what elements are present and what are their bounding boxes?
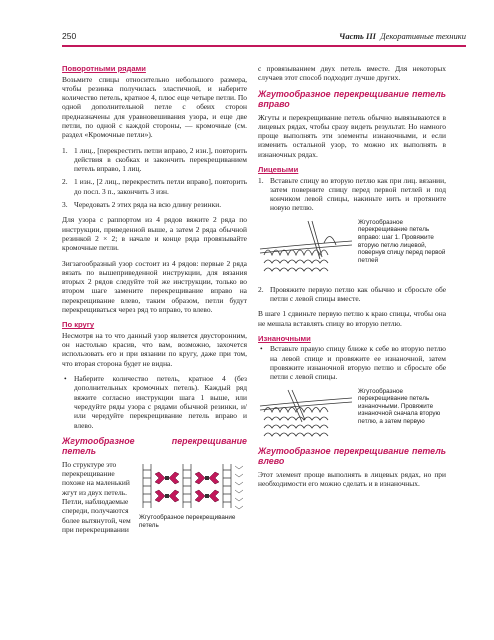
paragraph: Жгуты и перекрещивание петель обычно вывязываются в лицевых рядах, чтобы сразу видеть результат. Но намного проще выполнять эти элементы изнаночными, и если изменить остальной узор, то можно их выполнять в изнаночных рядах. [258, 112, 446, 159]
section-heading: Жгутообразное перекрещивание петель вправо [258, 88, 446, 110]
section-heading: Жгутообразное перекрещивание петель [62, 435, 247, 457]
steps-list [62, 146, 247, 210]
step-item: 1. Вставьте спицу во вторую петлю как при лиц. вязании, затем поверните спицу перед первой петлей и под кончиком левой спицы, накиньте нить и протяните новую петлю. [258, 175, 446, 213]
running-title [339, 31, 466, 41]
page-number: 250 [62, 31, 77, 41]
paragraph: Возьмите спицы относительно небольшого размера, чтобы резинка получилась эластичной, и наберите количество петель, кратное 4, плюс еще четыре петли. По одной дополнительной петле с обеих сторон предназначены для уравновешивания узора, и еще две петли, по одной с каждой стороны, — кромочные (см. раздел «Кромочные петли»). [62, 74, 247, 140]
paragraph: Зигзагообразный узор состоит из 4 рядов: первые 2 ряда вязать по вышеприведенной инструкции, для вязания вторых 2 рядов следуйте той же инструкции, только во втором шаге замените перекрещивание вправо на перекрещивание влево, таким образом, петли будут перекрещиваться через ряд то вправо, то влево. [62, 258, 247, 315]
paragraph: с провязыванием двух петель вместе. Для некоторых случаев этот способ подходит лучше других. [258, 64, 446, 83]
paragraph: Несмотря на то что данный узор является двусторонним, он настолько красив, что вам, возможно, захочется использовать его и при вязании по кругу, даже при том, что вторая сторона будет не видна. [62, 330, 247, 368]
cable-figure [139, 460, 247, 540]
step-item: 3. Чередовать 2 этих ряда на всю длину резинки. [62, 200, 222, 210]
right-column [258, 64, 446, 494]
figure-caption: Жгутообразное перекрещивание петель вправо: шаг 1. Провяжите вторую петлю лицевой, повернув спицу перед первой петлей [358, 218, 446, 264]
bullet-list [62, 374, 247, 430]
figure-caption: Жгутообразное перекрещивание петель [139, 514, 236, 529]
steps-list [258, 176, 446, 213]
bullet-item: • Вставьте правую спицу ближе к себе во вторую петлю на левой спице и провяжите ее изнаночной, затем провяжите изнаночной вторую петлю и сбросьте обе петли с левой спицы. [258, 344, 446, 381]
section-label: Декоративные техники [380, 31, 466, 41]
paragraph: В шаге 1 сдвиньте первую петлю к краю спицы, чтобы она не мешала вставлять спицу во вторую петлю. [258, 309, 446, 328]
paragraph: Этот элемент проще выполнять в лицевых рядах, но при необходимости его можно сделать и в изнаночных. [258, 469, 446, 488]
figure-caption: Жгутообразное перекрещивание петель изнаночными. Провяжите изнаночной сначала вторую петлю, а затем первую [358, 387, 441, 426]
section-heading: Жгутообразное перекрещивание петель влево [258, 445, 446, 467]
step-item: 2. 1 изн., [2 лиц., перекрестить петли вправо], повторить до посл. 3 п., закончить 3 изн. [62, 177, 247, 196]
figure-wrap [62, 460, 247, 540]
step-item: 1. 1 лиц., [перекрестить петли вправо, 2 изн.], повторить действия в скобках и закончить перекрещиванием петель вправо, 1 лиц. [62, 145, 247, 174]
step-item: 2. Провяжите первую петлю как обычно и сбросьте обе петли с левой спицы вместе. [258, 284, 446, 304]
steps-list [258, 285, 446, 304]
subheading-knit: Лицевыми [258, 165, 299, 175]
knit-figure [258, 219, 446, 279]
paragraph: По структуре это перекрещивание похоже на маленький жгут из двух петель. Петли, наблюдаемые спереди, получаются более вытянутой, чем при перекрещивании [62, 459, 131, 534]
purl-figure [258, 388, 446, 440]
bullet-item: • Наберите количество петель, кратное 4 (без дополнительных кромочных петель). Каждый ряд вяжите согласно инструкции шага 1 выше, или чередуйте ряды узора с рядами обычной резинки, и/или чередуйте перекрещивание петель вправо и влево. [62, 374, 247, 430]
subheading-round: По кругу [62, 320, 95, 330]
cable-swatch-illustration [139, 460, 247, 512]
paragraph: Для узора с раппортом из 4 рядов вяжите 2 ряда по инструкции, приведенной выше, а затем 2 ряда обычной резинкой 2 × 2; в начале и конце ряда провязывайте кромочные петли. [62, 215, 247, 253]
part-label: Часть III [339, 31, 376, 41]
subheading-purl: Изнаночными [258, 333, 311, 343]
page-header [62, 31, 466, 45]
left-column [62, 64, 247, 540]
header-rule [62, 45, 466, 47]
subheading-rows: Поворотными рядами [62, 64, 146, 73]
bullet-list [258, 344, 446, 381]
needles-illustration-purl [258, 388, 354, 440]
needles-illustration-knit [258, 219, 354, 279]
